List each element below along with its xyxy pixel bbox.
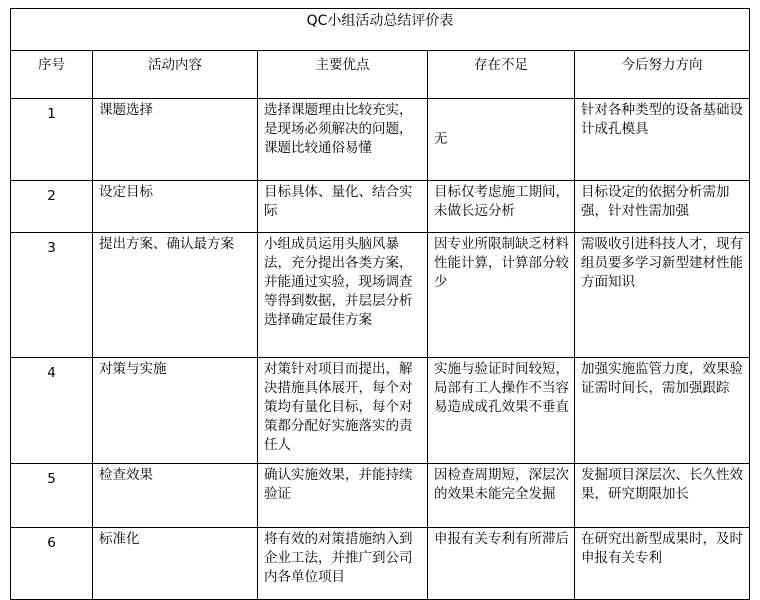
header-strengths: 主要优点: [258, 51, 428, 99]
table-row: [11, 99, 750, 181]
strengths-cell: 确认实施效果，并能持续验证: [258, 464, 428, 528]
table-row: [11, 528, 750, 600]
activity-cell: 设定目标: [93, 181, 258, 233]
weaknesses-cell: 申报有关专利有所滞后: [428, 528, 575, 600]
direction-cell: 针对各种类型的设备基础设计成孔模具: [575, 99, 750, 181]
header-activity: 活动内容: [93, 51, 258, 99]
table-row: [11, 233, 750, 358]
row-number: 3: [11, 233, 93, 358]
header-row: [11, 51, 750, 99]
weaknesses-cell: 实施与验证时间较短，局部有工人操作不当容易造成成孔效果不垂直: [428, 358, 575, 464]
strengths-cell: 小组成员运用头脑风暴法，充分提出各类方案，并能通过实验，现场调查等得到数据，并层层分析选择确定最佳方案: [258, 233, 428, 358]
direction-cell: 发掘项目深层次、长久性效果，研究期限加长: [575, 464, 750, 528]
row-number: 1: [11, 99, 93, 181]
strengths-cell: 对策针对项目而提出，解决措施具体展开，每个对策均有量化目标，每个对策都分配好实施落实的责任人: [258, 358, 428, 464]
table-row: [11, 464, 750, 528]
weaknesses-cell: 因检查周期短，深层次的效果未能完全发掘: [428, 464, 575, 528]
activity-cell: 课题选择: [93, 99, 258, 181]
weaknesses-cell: 目标仅考虑施工期间，未做长远分析: [428, 181, 575, 233]
direction-cell: 需吸收引进科技人才，现有组员要多学习新型建材性能方面知识: [575, 233, 750, 358]
row-number: 2: [11, 181, 93, 233]
row-number: 4: [11, 358, 93, 464]
strengths-cell: 目标具体、量化、结合实际: [258, 181, 428, 233]
weaknesses-cell: 无: [428, 99, 575, 181]
table-row: [11, 358, 750, 464]
activity-cell: 提出方案、确认最方案: [93, 233, 258, 358]
qc-evaluation-table: [10, 8, 750, 600]
activity-cell: 对策与实施: [93, 358, 258, 464]
header-direction: 今后努力方向: [575, 51, 750, 99]
direction-cell: 加强实施监管力度，效果验证需时间长，需加强跟踪: [575, 358, 750, 464]
strengths-cell: 选择课题理由比较充实，是现场必须解决的问题，课题比较通俗易懂: [258, 99, 428, 181]
direction-cell: 在研究出新型成果时，及时申报有关专利: [575, 528, 750, 600]
table-title: QC小组活动总结评价表: [11, 9, 750, 51]
title-row: [11, 9, 750, 51]
row-number: 6: [11, 528, 93, 600]
activity-cell: 检查效果: [93, 464, 258, 528]
row-number: 5: [11, 464, 93, 528]
header-no: 序号: [11, 51, 93, 99]
activity-cell: 标准化: [93, 528, 258, 600]
header-weaknesses: 存在不足: [428, 51, 575, 99]
table-row: [11, 181, 750, 233]
strengths-cell: 将有效的对策措施纳入到企业工法，并推广到公司内各单位项目: [258, 528, 428, 600]
direction-cell: 目标设定的依据分析需加强，针对性需加强: [575, 181, 750, 233]
weaknesses-cell: 因专业所限制缺乏材料性能计算，计算部分较少: [428, 233, 575, 358]
